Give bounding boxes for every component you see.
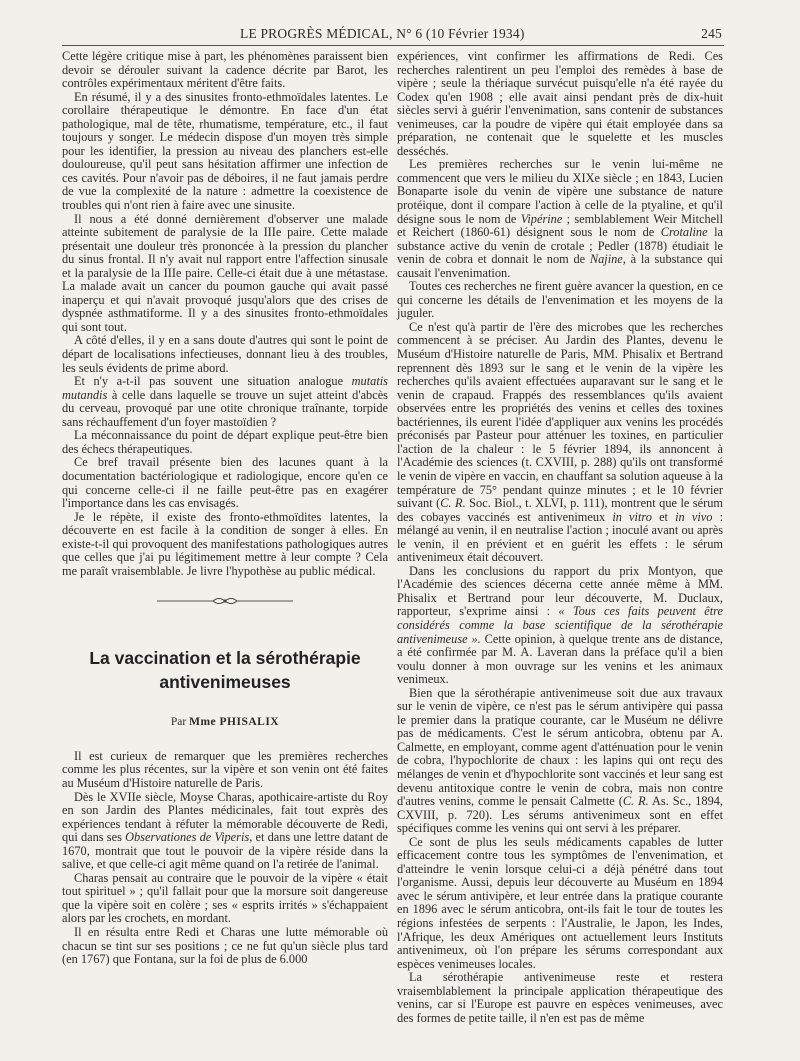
article-title-line: La vaccination et la sérothérapie (89, 648, 361, 669)
paragraph: Cette légère critique mise à part, les phénomènes paraissent bien devoir se dérouler suivant la cadence décrite par Barot, les contrôles expérimentaux méritent d'être faits. (62, 49, 388, 91)
paragraph: La sérothérapie antivenimeuse reste et restera vraisemblablement la principale application thérapeutique des venins, car si l'Europe est pauvre en espèces venimeuses, avec des formes de petite taille, il n'en est pas de même (397, 970, 723, 1025)
paragraph: Charas pensait au contraire que le pouvoir de la vipère « était tout spirituel » ; qu'il fallait pour que la morsure soit dangereuse que la vipère soit en colère ; ses « esprits irrités » s'échappaient alors par les crochets, en mordant. (62, 870, 388, 926)
paragraph (397, 158, 723, 280)
text-run: Ce n'est qu'à partir de l'ère des microbes que les recherches commencent à se préciser. Au Jardin des Plantes, devenu le Muséum d'Histoire naturelle de Paris, MM. Phisalix et Bertrand reprennent dès 1893 sur le sang et le venin de la vipère les recherches qu'ils avaient effectuées auparavant sur le sang et le venin de crapaud. Frappés des ressemblances qu'ils avaient observées entre les propriétés des venins et celles des toxines bactériennes, ils eurent l'idée d'appliquer aux venins les procédés préconisés par Pasteur pour atténuer les toxines, en particulier l'action de la chaleur : le 5 février 1894, ils annoncent à l'Académie des sciences (t. CXVIII, p. 288) qu'ils ont transformé le venin de vipère en vaccin, en chauffant sa solution aqueuse à la température de 75° pendant quinze minutes ; et le 10 février suivant ( (397, 319, 723, 511)
paragraph: Il nous a été donné dernièrement d'observer une malade atteinte subitement de paralysie de la IIIe paire. Cette malade présentait une douleur très prononcée à la pression du plancher du sinus frontal. Il n'y avait nul rapport entre l'affection sinusale et la paralysie de la IIIe paire. Celle-ci était due à une métastase. La malade avait un cancer du poumon gauche qui avait passé inaperçu et qui n'avait provoqué jusqu'alors que des crises de dyspnée asthmatiforme. Il y a des sinusites fronto-ethmoïdales qui sont tout. (62, 211, 388, 334)
italic-text: in vivo (675, 509, 713, 524)
text-run: , et dans une lettre datant de 1670, montrait que tout le pouvoir de la vipère réside dans la salive, et que celle-ci agit même quand on l'a retirée de l'animal. (62, 830, 389, 872)
section-divider-ornament (155, 596, 295, 606)
paragraph: Il est curieux de remarquer que les premières recherches comme les plus récentes, sur la vipère et son venin ont été faites au Muséum d'Histoire naturelle de Paris. (62, 748, 388, 790)
italic-text: « Tous ces faits peuvent être considérés comme la base scientifique de la sérothérapie antivenimeuse ». (397, 604, 724, 646)
right-column (397, 50, 723, 1025)
running-title: LE PROGRÈS MÉDICAL, N° 6 (10 Février 1934) (240, 26, 525, 41)
paragraph (62, 791, 388, 872)
text-run: à celle dans laquelle se trouve un sujet atteint d'abcès du cerveau, provoqué par une otite chronique traînante, torpide sans réchauffement d'un foyer mastoïdien ? (62, 387, 388, 429)
italic-text: Crotaline (660, 225, 708, 240)
paragraph: A côté d'elles, il y en a sans doute d'autres qui sont le point de départ de localisations infectieuses, donnant lieu à des troubles, les seuls évidents de prime abord. (62, 333, 388, 375)
italic-text: Najine (589, 252, 623, 267)
paragraph (397, 687, 723, 836)
text-run: et (651, 509, 676, 524)
paragraph (397, 565, 723, 687)
paragraph: expériences, vint confirmer les affirmations de Redi. Ces recherches ralentirent un peu l'emploi des remèdes à base de vipère ; seule la thériaque survécut puisqu'elle n'a été rayée du Codex qu'en 1908 ; elle avait ainsi pendant près de dix-huit siècles servi à guérir l'envenimation, sans contenir de substances venimeuses, car la poudre de vipère qui était employée dans sa préparation, ne contenait que le squelette et les muscles desséchés. (397, 49, 723, 158)
paragraph: Il en résulta entre Redi et Charas une lutte mémorable où chacun se tint sur ses positions ; ce ne fut qu'un siècle plus tard (en 1767) que Fontana, sur la foi de plus de 6.000 (62, 924, 388, 967)
paragraph: En résumé, il y a des sinusites fronto-ethmoïdales latentes. Le corollaire thérapeutique le démontre. En face d'un état pathologique, mal de tête, rhumatisme, température, etc., il faut toujours y songer. Le médecin dispose d'un moyen très simple pour les identifier, la pression au niveau des planchers est-elle douloureuse, qu'il peut sans hésitation affirmer une infection de ces cavités. Pour n'avoir pas de déboires, il ne faut jamais perdre de vue la complexité de la nature : admettre la coexistence de troubles qui n'ont rien à faire avec une sinusite. (62, 89, 388, 213)
italic-text: in vitro (612, 509, 652, 524)
article-title-line: antivenimeuses (159, 672, 291, 693)
text-run: Les premières recherches sur le venin lui-même ne commencent que vers le milieu du XIXe siècle ; en 1843, Lucien Bonaparte isole du venin de vipère une substance de nature protéique, dont il compare l'action à celle de la ptyaline, et qu'il désigne sous le nom de (397, 157, 723, 226)
byline-prefix: Par (170, 716, 190, 729)
text-run: Dans les conclusions du rapport du prix Montyon, que l'Académie des sciences décerna cette année même à MM. Phisalix et Bertrand pour leur découverte, M. Duclaux, rapporteur, s'exprime ainsi : (397, 563, 723, 619)
text-run: Et n'y a-t-il pas souvent une situation analogue (74, 374, 352, 389)
article-title (62, 646, 388, 694)
left-column (62, 50, 388, 967)
italic-text: Observationes de Viperis (125, 830, 250, 845)
byline (62, 716, 388, 730)
paragraph: Je le répète, il existe des fronto-ethmoïdites latentes, la découverte en est facile à la condition de songer à elles. En existe-t-il qui provoquent des manifestations pathologiques autres que celles que j'ai pu légitimement mettre à leur compte ? Cela me paraît vraisemblable. Je livre l'hypothèse au public médical. (62, 509, 388, 578)
italic-text: mutatis mutandis (62, 374, 388, 402)
text-run: Cette opinion, à quelque trente ans de distance, a été confirmée par M. A. Laveran dans la préface qu'il a bien voulu donner à mon ouvrage sur les venins et les animaux venimeux. (397, 631, 724, 687)
text-run: la substance active du venin de crotale ; Pedler (1878) étudiait le venin de cobra et donnait le nom de (397, 225, 723, 267)
italic-text: C. R. (440, 496, 466, 511)
text-run: : mélangé au venin, il en neutralise l'action ; inoculé avant ou après le venin, il en prévient et en guérit les effets : le sérum antivenimeux était découvert. (397, 509, 724, 565)
paragraph (397, 321, 723, 565)
paragraph: Ce sont de plus les seuls médicaments capables de lutter efficacement contre tous les symptômes de l'envenimation, et d'atteindre le venin lorsque celui-ci a déjà pénétré dans tout l'organisme. Aussi, depuis leur découverte au Muséum en 1894 avec le sérum antivipère, et leur entrée dans la pratique courante en 1896 avec le sérum anticobra, ont-ils fait le tour de toutes les régions infestées de serpents : l'Australie, le Japon, les Indes, l'Afrique, les deux Amériques ont actuellement leurs Instituts antivenimeux, où l'on prépare les sérums correspondant aux espèces venimeuses locales. (397, 834, 723, 971)
italic-text: Vipérine (520, 211, 563, 226)
paragraph: Toutes ces recherches ne firent guère avancer la question, en ce qui concerne les détails de l'envenimation et les moyens de la juguler. (397, 279, 723, 321)
italic-text: C. R. (622, 794, 649, 809)
text-run: As. Sc., 1894, CXVIII, p. 720). Les sérums antivenimeux sont en effet spécifiques comme les venins qui ont servi à les préparer. (397, 794, 724, 836)
page-number: 245 (701, 26, 722, 41)
author-name: Mme PHISALIX (189, 716, 280, 729)
paragraph (62, 375, 388, 429)
text-run: Soc. Biol., t. XLVI, p. 111), montrent que le sérum des cobayes vaccinés est antivenimeux (397, 496, 724, 524)
header-rule (62, 45, 724, 46)
paragraph: La méconnaissance du point de départ explique peut-être bien des échecs thérapeutiques. (62, 428, 388, 456)
text-run: Dès le XVIIe siècle, Moyse Charas, apothicaire-artiste du Roy en son Jardin des Plantes médicinales, fait tout exprès des expériences tendant à réfuter la mémorable découverte de Redi, qui dans ses (62, 789, 388, 845)
paragraph: Ce bref travail présente bien des lacunes quant à la documentation bactériologique et radiologique, encore qu'en ce qui concerne celle-ci il ne faille peut-être pas en exagérer l'importance dans les cas envisagés. (62, 455, 388, 511)
text-run: ; semblablement Weir Mitchell et Reichert (1860-61) désignent sous le nom de (397, 211, 724, 240)
page-header (62, 26, 722, 44)
text-run: , à la substance qui causait l'envenimation. (397, 252, 723, 280)
text-run: Bien que la sérothérapie antivenimeuse soit due aux travaux sur le venin de vipère, ce n'est pas le sérum antivipère qui passa le premier dans la pratique courante, car le Muséum ne délivre pas de médicaments. C'est le sérum anticobra, obtenu par A. Calmette, en employant, comme agent d'atténuation pour le venin de cobra, l'hypochlorite de chaux : les lapins qui ont reçu des mélanges de venin et d'hypochlorite sont vaccinés et leur sang est devenu antitoxique contre le venin de cobra, mais non contre d'autres venins, comme le pensait Calmette ( (397, 685, 723, 809)
